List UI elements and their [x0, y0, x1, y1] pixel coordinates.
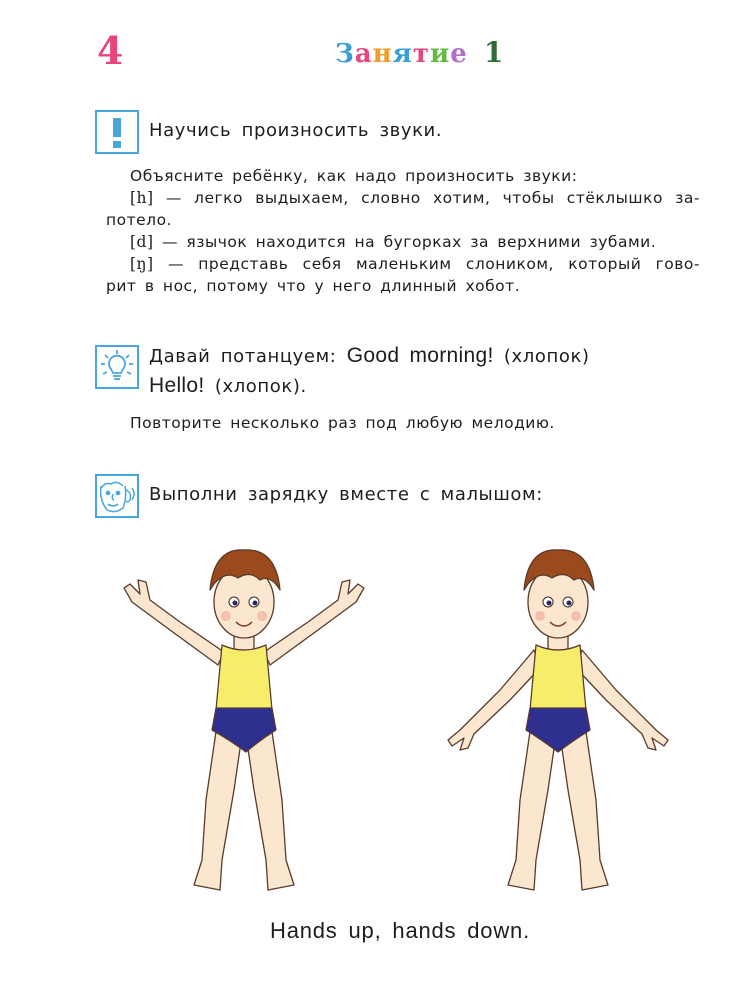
- lesson-title-letter: З: [335, 39, 355, 69]
- exclamation-icon: [95, 110, 139, 154]
- ng-sound-cont: рит в нос, потому что у него длинный хобот.: [106, 277, 521, 295]
- lesson-title-letter: а: [354, 39, 373, 69]
- lesson-title-letter: н: [372, 39, 393, 69]
- section1-heading: Научись произносить звуки.: [149, 120, 443, 141]
- boy-hands-down-illustration: [430, 540, 690, 910]
- h-sound-cont: потело.: [106, 211, 172, 229]
- dance-line-2: [149, 374, 307, 398]
- d-text: — язычок находится на бугорках за верхними зубами.: [161, 233, 657, 251]
- ng-text: — представь себя маленьким слоником, который гово-: [167, 255, 700, 273]
- dance-prefix: Давай потанцуем:: [149, 346, 337, 367]
- h-text: — легко выдыхаем, словно хотим, чтобы стёклышко за-: [165, 189, 700, 207]
- lesson-title-letter: е: [450, 39, 468, 69]
- dance-line-1: [149, 344, 590, 368]
- section3-heading: Выполни зарядку вместе с малышом:: [149, 484, 543, 505]
- lesson-title-letter: я: [392, 39, 413, 69]
- clap-1: (хлопок): [503, 346, 590, 367]
- lesson-title-word: [335, 39, 468, 69]
- intro-line: Объясните ребёнку, как надо произносить звуки:: [130, 167, 578, 185]
- repeat-note: Повторите несколько раз под любую мелодию.: [130, 414, 555, 432]
- ng-sound-line: [106, 253, 700, 275]
- h-sound-line: [106, 187, 700, 209]
- phrase-good-morning: Good morning!: [346, 344, 494, 367]
- lesson-title-letter: т: [412, 39, 430, 69]
- h-symbol: [h]: [130, 189, 154, 207]
- section1-instructions: [106, 165, 700, 297]
- page-number: 4: [97, 28, 124, 73]
- lesson-title: [335, 36, 504, 69]
- clap-2: (хлопок).: [214, 376, 307, 397]
- phrase-hello: Hello!: [149, 374, 205, 397]
- lightbulb-icon: [95, 345, 139, 389]
- boy-hands-up-illustration: [110, 540, 380, 910]
- lesson-title-letter: и: [430, 39, 451, 69]
- ng-symbol: [ŋ]: [130, 255, 154, 273]
- d-symbol: [d]: [130, 233, 154, 251]
- d-sound-line: [106, 231, 700, 253]
- lesson-number: 1: [483, 36, 505, 69]
- face-ear-icon: [95, 474, 139, 518]
- exercise-caption: Hands up, hands down.: [270, 918, 530, 943]
